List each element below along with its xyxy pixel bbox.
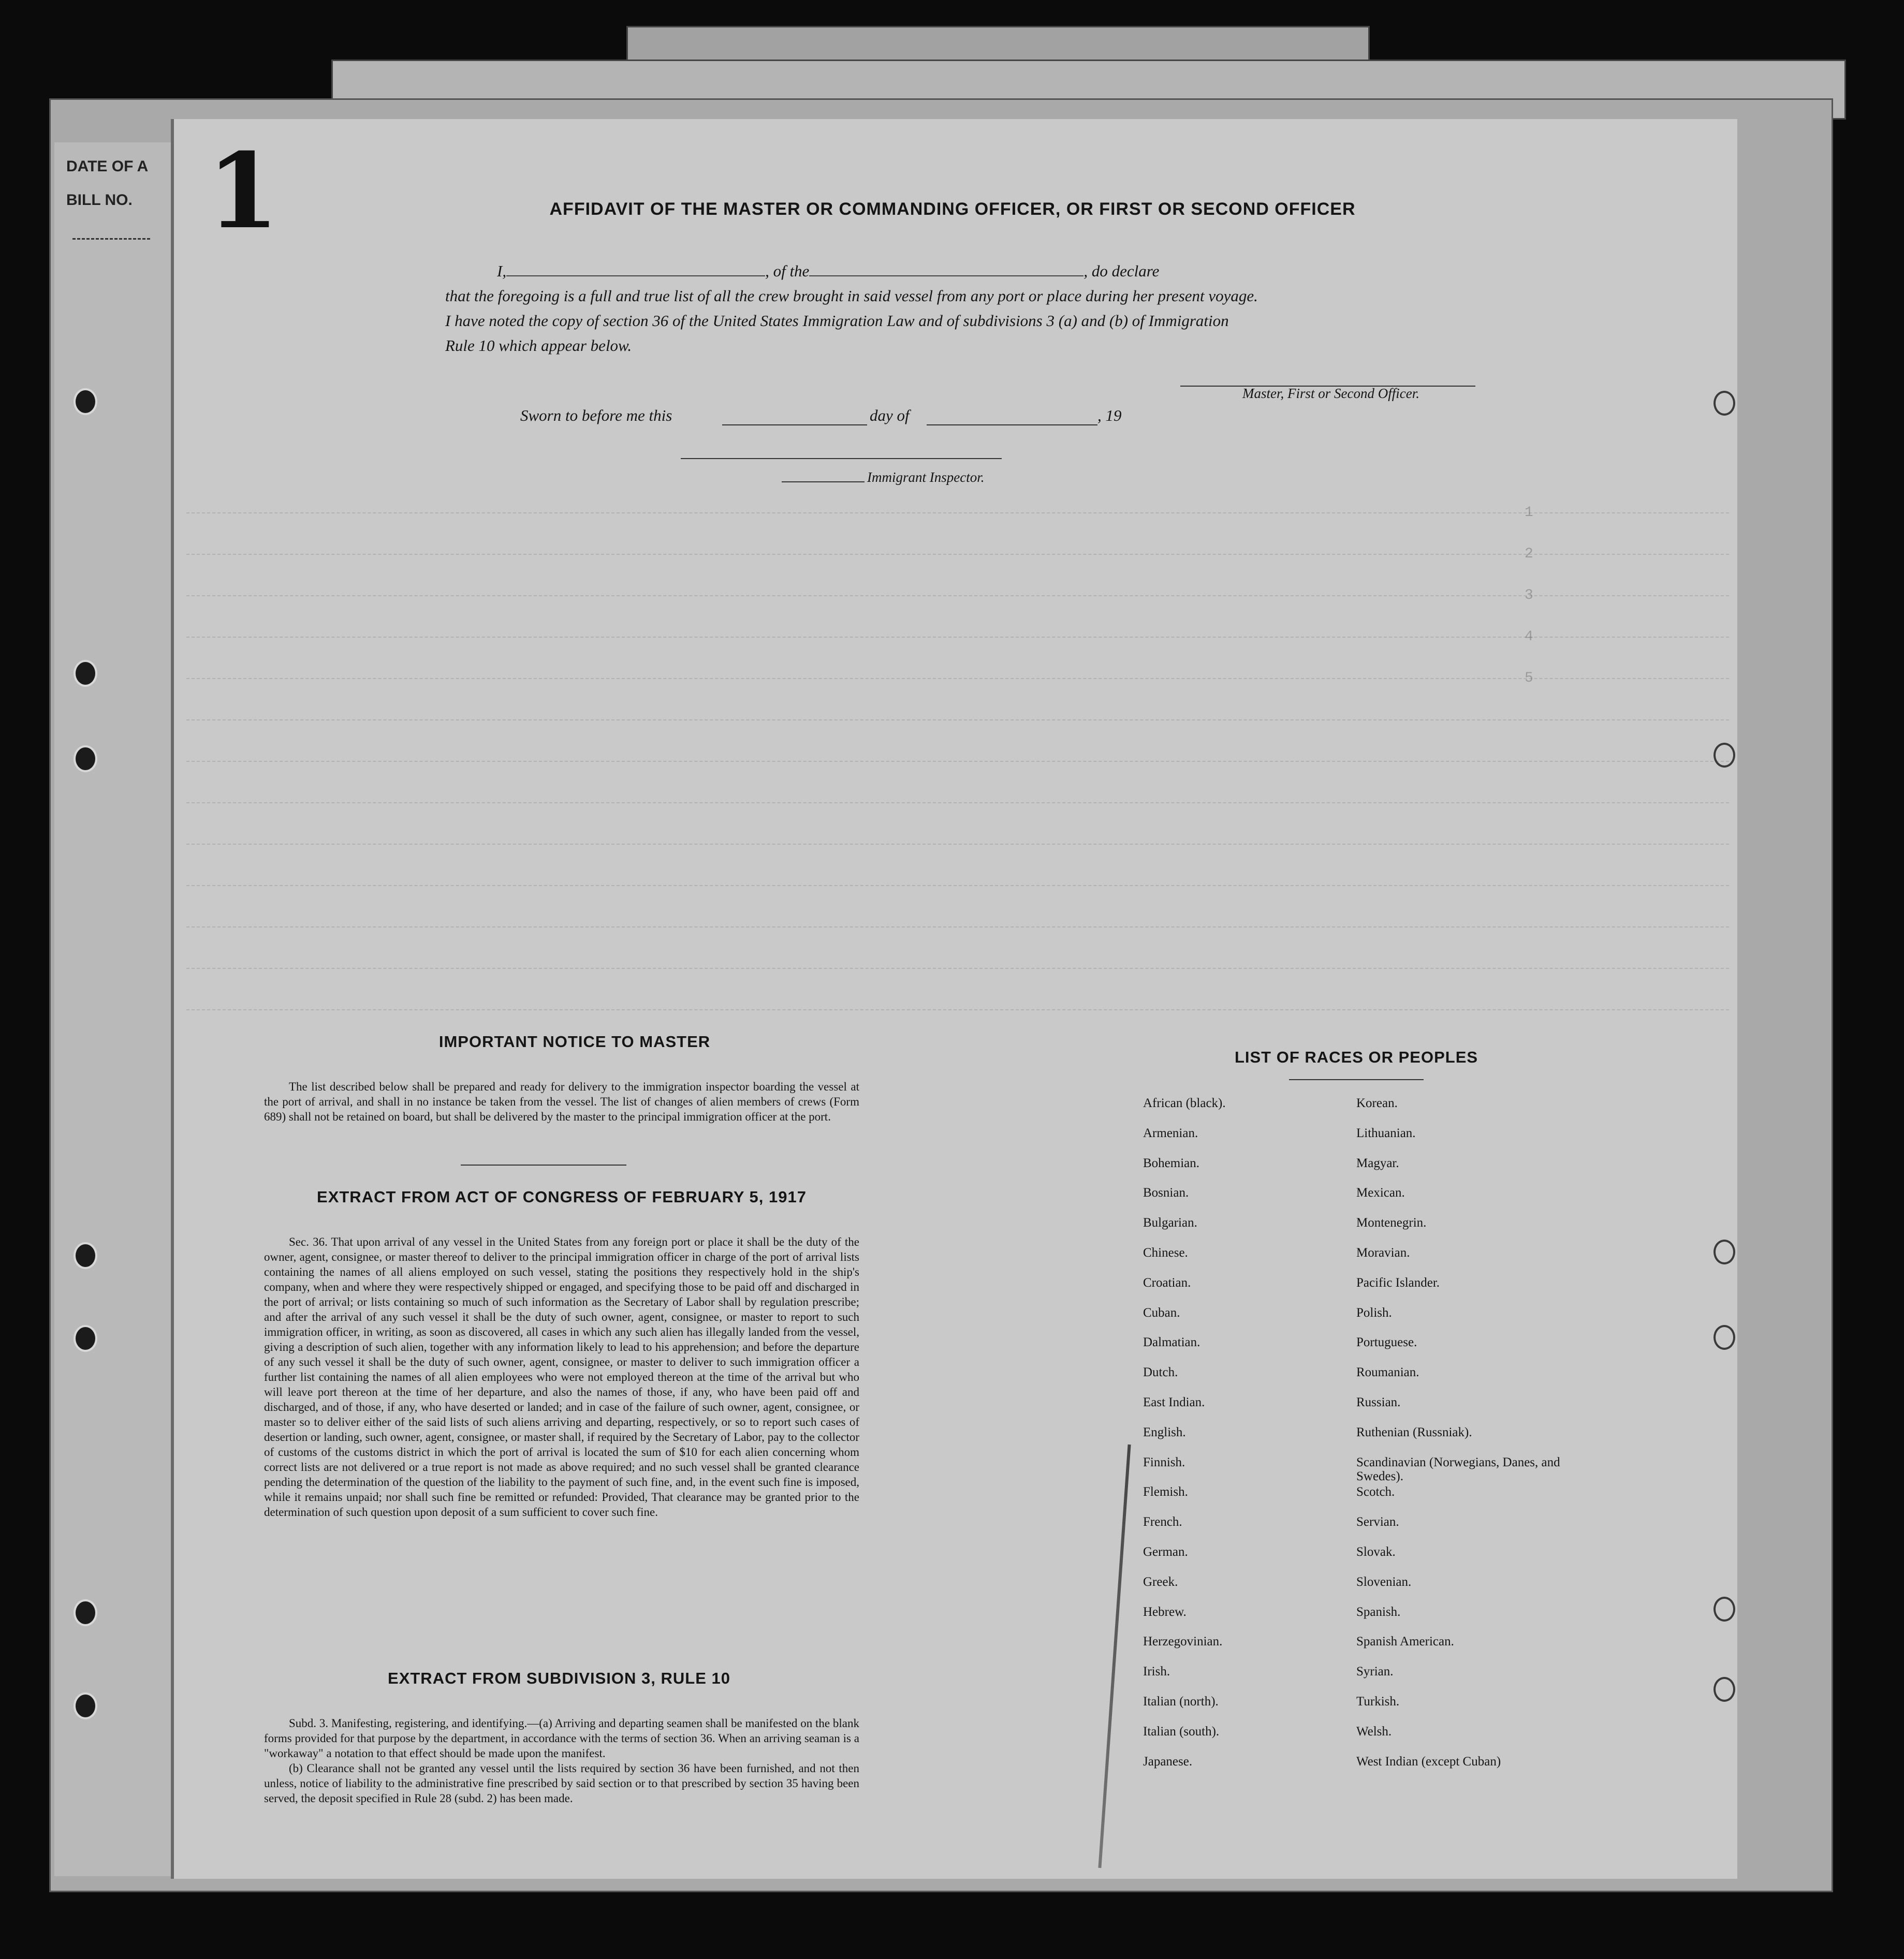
race-item: Korean.: [1356, 1096, 1398, 1110]
race-item: East Indian.: [1143, 1395, 1205, 1409]
sworn-day-blank[interactable]: [722, 424, 867, 425]
ghost-row: [186, 968, 1729, 969]
ghost-row: [186, 719, 1729, 720]
binder-hole: [74, 745, 97, 772]
binder-hole: [74, 1599, 97, 1626]
section-divider: [461, 1165, 626, 1166]
inspector-signature-line[interactable]: [681, 458, 1002, 459]
inspector-short-line: [782, 481, 865, 482]
races-divider: [1289, 1079, 1424, 1080]
race-item: Moravian.: [1356, 1245, 1410, 1260]
race-item: Armenian.: [1143, 1126, 1198, 1140]
race-item: Bosnian.: [1143, 1186, 1189, 1200]
race-item: Magyar.: [1356, 1156, 1399, 1170]
notice-title: IMPORTANT NOTICE TO MASTER: [438, 1033, 711, 1051]
binder-hole: [1713, 1677, 1735, 1702]
race-item: Flemish.: [1143, 1485, 1188, 1499]
race-item: Dalmatian.: [1143, 1335, 1200, 1350]
race-item: Italian (north).: [1143, 1694, 1219, 1708]
race-item: Cuban.: [1143, 1305, 1180, 1320]
ghost-row: [186, 844, 1729, 845]
races-right-column: [1356, 1096, 1574, 1784]
subdivision-b-paragraph: (b) Clearance shall not be granted any vessel until the lists required by section 36 have been furnished, and not then unless, notice of liability to the administrative fine prescribed by said section or to that prescribed by section 35 having been served, the deposit specified in Rule 28 (subd. 2) has been made.: [264, 1762, 859, 1805]
race-item: Spanish American.: [1356, 1634, 1454, 1649]
race-item: Roumanian.: [1356, 1365, 1419, 1380]
stamp-bill-label: BILL NO.: [66, 192, 133, 209]
declaration-line-1: [445, 259, 1481, 284]
binder-hole: [1713, 1597, 1735, 1622]
ghost-row-number: 3: [1525, 587, 1533, 603]
affidavit-title: AFFIDAVIT OF THE MASTER OR COMMANDING OFFICER, OR FIRST OR SECOND OFFICER: [549, 199, 1356, 219]
ghost-row: [186, 761, 1729, 762]
binder-hole: [1713, 1240, 1735, 1264]
race-item: Scotch.: [1356, 1485, 1395, 1499]
ghost-row: [186, 637, 1729, 638]
race-item: Greek.: [1143, 1574, 1178, 1589]
race-item: Chinese.: [1143, 1245, 1188, 1260]
race-item: French.: [1143, 1515, 1182, 1529]
race-item: German.: [1143, 1544, 1188, 1559]
binder-hole: [74, 1325, 97, 1352]
race-item: Croatian.: [1143, 1275, 1191, 1290]
ghost-row: [186, 1009, 1729, 1010]
left-flap: [54, 142, 179, 1876]
races-left-column: [1143, 1096, 1340, 1784]
race-item: Syrian.: [1356, 1665, 1394, 1679]
declaration-line-3: I have noted the copy of section 36 of the United States Immigration Law and of subdivisions 3 (a) and (b) of Immigration: [445, 312, 1229, 330]
section-36-paragraph: Sec. 36. That upon arrival of any vessel in the United States from any foreign port or place it shall be the duty of the owner, agent, consignee, or master thereof to deliver to the principal immigration officer in charge of the port of arrival lists containing the names of all aliens employed on such vessel, stating the positions they respectively hold in the ship's company, when and where they were respectively shipped or engaged, and specifying those to be paid off and discharged in the port of arrival; or lists containing so much of such information as the Secretary of Labor shall by regulation prescribe; and after the arrival of any such vessel it shall be the duty of such owner, agent, consignee, or master to report to such immigration officer, in writing, as soon as discovered, all cases in which any such alien has illegally landed from the vessel, giving a description of such alien, together with any information likely to lead to his apprehension; and before the departure of any such vessel it shall be the duty of such owner, agent, consignee, or master to deliver to such immigration officer a further list containing the names of all alien employees who were not employed thereon at the time of the arrival but who will leave port thereon at the time of her departure, and also the names of those, if any, who have been paid off and discharged, and of those, if any, who have deserted or landed; and in case of the failure of such owner, agent, consignee, or master so to deliver either of the said lists of such aliens arriving and departing, respectively, or so to report such cases of desertion or landing, such owner, agent, consignee, or master shall, if required by the Secretary of Labor, pay to the collector of customs of the customs district in which the port of arrival is located the sum of $10 for each alien concerning whom correct lists are not delivered or a true report is not made as above required; and no such vessel shall be granted clearance pending the determination of the question of the liability to the payment of such fine, and, in the event such fine is imposed, while it remains unpaid; nor shall such fine be remitted or refunded: Provided, That clearance may be granted prior to the determination of such question upon deposit of a sum sufficient to cover such fine.: [264, 1235, 859, 1519]
subdivision-a-paragraph: Subd. 3. Manifesting, registering, and identifying.—(a) Arriving and departing seamen shall be manifested on the blank forms provided for that purpose by the department, in accordance with the terms of section 36. When an arriving seaman is a "workaway" a notation to that effect should be made upon the manifest.: [264, 1717, 859, 1760]
race-item: Ruthenian (Russniak).: [1356, 1425, 1472, 1439]
ghost-row: [186, 885, 1729, 886]
race-item: English.: [1143, 1425, 1186, 1439]
ghost-row: [186, 802, 1729, 803]
race-item: Irish.: [1143, 1665, 1170, 1679]
act-extract-text: [264, 1234, 859, 1520]
ghost-row: [186, 595, 1729, 596]
declaration-do-declare: , do declare: [1083, 262, 1160, 280]
notice-paragraph: The list described below shall be prepared and ready for delivery to the immigration inspector boarding the vessel at the port of arrival, and shall in no instance be taken from the vessel. The list of changes of alien members of crews (Form 689) shall not be retained on board, but shall be delivered by the master to the principal immigration officer at the port.: [264, 1080, 859, 1123]
race-item: Spanish.: [1356, 1604, 1401, 1619]
race-item: Herzegovinian.: [1143, 1634, 1223, 1649]
declaration-i: I,: [497, 262, 507, 280]
race-item: Bohemian.: [1143, 1156, 1200, 1170]
ghost-row: [186, 926, 1729, 927]
race-item: Bulgarian.: [1143, 1216, 1197, 1230]
stamp-line: [72, 238, 150, 240]
race-item: Mexican.: [1356, 1186, 1405, 1200]
binder-hole: [1713, 391, 1735, 416]
sworn-label: Sworn to before me this: [520, 406, 672, 424]
declaration-line-4: Rule 10 which appear below.: [445, 336, 632, 355]
day-of-label: day of: [870, 406, 910, 424]
affidavit-declaration: [445, 259, 1481, 358]
sworn-month-blank[interactable]: [927, 424, 1097, 425]
race-item: West Indian (except Cuban): [1356, 1754, 1501, 1769]
binder-hole: [74, 660, 97, 687]
notice-text: [264, 1079, 859, 1124]
inspector-label: Immigrant Inspector.: [867, 469, 985, 485]
ghost-row: [186, 554, 1729, 555]
race-item: Lithuanian.: [1356, 1126, 1416, 1140]
declaration-of-the: , of the: [765, 262, 810, 280]
act-extract-title: EXTRACT FROM ACT OF CONGRESS OF FEBRUARY 5, 1917: [317, 1188, 807, 1206]
stamp-date-label: DATE OF A: [66, 158, 149, 175]
race-item: Servian.: [1356, 1515, 1399, 1529]
race-item: Slovak.: [1356, 1544, 1396, 1559]
binder-hole: [1713, 743, 1735, 768]
binder-hole: [74, 1242, 97, 1269]
race-item: Italian (south).: [1143, 1724, 1220, 1739]
sheet-number: 1: [207, 130, 280, 252]
master-signature-label: Master, First or Second Officer.: [1242, 386, 1419, 401]
binder-hole: [74, 388, 97, 415]
vessel-name-blank[interactable]: [809, 275, 1083, 276]
race-item: Turkish.: [1356, 1694, 1400, 1708]
race-item: Dutch.: [1143, 1365, 1178, 1380]
race-item: Montenegrin.: [1356, 1216, 1427, 1230]
binder-hole: [1713, 1325, 1735, 1350]
race-item: Hebrew.: [1143, 1604, 1187, 1619]
ghost-row-number: 1: [1525, 505, 1533, 521]
ghost-row: [186, 512, 1729, 513]
race-item: Polish.: [1356, 1305, 1392, 1320]
rule-extract-title: EXTRACT FROM SUBDIVISION 3, RULE 10: [388, 1669, 730, 1687]
ghost-row-number: 5: [1525, 670, 1533, 686]
ghost-row-number: 2: [1525, 546, 1533, 562]
race-item: Slovenian.: [1356, 1574, 1412, 1589]
ghost-row-number: 4: [1525, 629, 1533, 645]
races-title: LIST OF RACES OR PEOPLES: [1234, 1048, 1478, 1066]
ghost-row: [186, 678, 1729, 679]
race-item: Japanese.: [1143, 1754, 1193, 1769]
race-item: Scandinavian (Norwegians, Danes, and Swedes).: [1356, 1455, 1560, 1483]
race-item: African (black).: [1143, 1096, 1226, 1110]
officer-name-blank[interactable]: [506, 275, 765, 276]
race-item: Finnish.: [1143, 1455, 1185, 1469]
race-item: Welsh.: [1356, 1724, 1392, 1739]
year-label: , 19: [1097, 406, 1122, 424]
binder-hole: [74, 1692, 97, 1719]
race-item: Pacific Islander.: [1356, 1275, 1440, 1290]
rule-extract-text: [264, 1716, 859, 1806]
declaration-line-2: that the foregoing is a full and true list of all the crew brought in said vessel from any port or place during her present voyage.: [445, 287, 1258, 305]
race-item: Portuguese.: [1356, 1335, 1417, 1350]
race-item: Russian.: [1356, 1395, 1401, 1409]
